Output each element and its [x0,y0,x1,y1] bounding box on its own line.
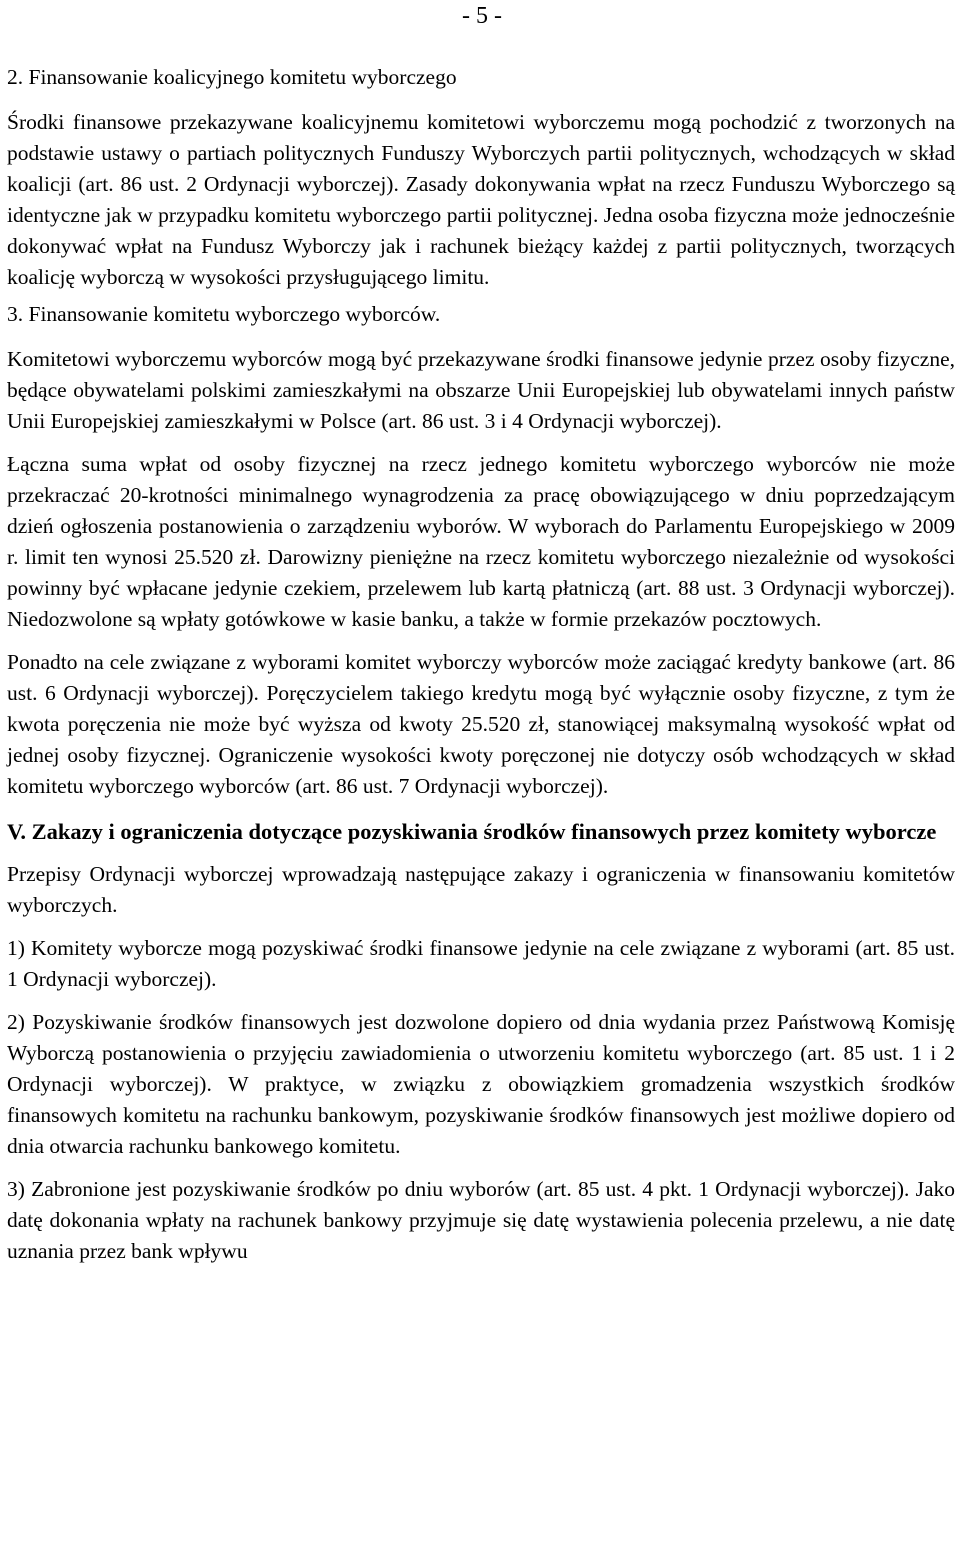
section-5-intro: Przepisy Ordynacji wyborczej wprowadzają następujące zakazy i ograniczenia w finansowaniu komitetów wyborczych. [7,862,955,917]
section-3-paragraph-credits: Ponadto na cele związane z wyborami komitet wyborczy wyborców może zaciągać kredyty bankowe (art. 86 ust. 6 Ordynacji wyborczej). Poręczycielem takiego kredytu mogą być wyłącznie osoby fizyczne, z tym że kwota poręczenia nie może być wyższa od kwoty 25.520 zł, stanowiącej maksymalną wysokość wpłat od jednej osoby fizycznej. Ograniczenie wysokości kwoty poręczonej nie dotyczy osób wchodzących w skład komitetu wyborczego wyborców (art. 86 ust. 7 Ordynacji wyborczej). [7,650,955,798]
document-body [7,62,955,1267]
section-2-paragraph: Środki finansowe przekazywane koalicyjnemu komitetowi wyborczemu mogą pochodzić z tworzonych na podstawie ustawy o partiach politycznych Funduszy Wyborczych partii politycznych, wchodzących w skład koalicji (art. 86 ust. 2 Ordynacji wyborczej). Zasady dokonywania wpłat na rzecz Funduszu Wyborczego są identyczne jak w przypadku komitetu wyborczego partii politycznej. Jedna osoba fizyczna może jednocześnie dokonywać wpłat na Fundusz Wyborczy jak i rachunek bieżący każdej z partii politycznych, tworzących koalicję wyborczą w wysokości przysługującego limitu. [7,110,955,289]
section-3-paragraph-limits: Łączna suma wpłat od osoby fizycznej na rzecz jednego komitetu wyborczego wyborców nie może przekraczać 20-krotności minimalnego wynagrodzenia za pracę obowiązującego w dniu poprzedzającym dzień ogłoszenia postanowienia o zarządzeniu wyborów. W wyborach do Parlamentu Europejskiego w 2009 r. limit ten wynosi 25.520 zł. Darowizny pieniężne na rzecz komitetu wyborczego niezależnie od wysokości powinny być wpłacane jedynie czekiem, przelewem lub kartą płatniczą (art. 88 ust. 3 Ordynacji wyborczej). Niedozwolone są wpłaty gotówkowe w kasie banku, a także w formie przekazów pocztowych. [7,452,955,631]
list-item-1: 1) Komitety wyborcze mogą pozyskiwać środki finansowe jedynie na cele związane z wyborami (art. 85 ust. 1 Ordynacji wyborczej). [7,936,955,991]
section-2-heading: 2. Finansowanie koalicyjnego komitetu wyborczego [7,65,457,89]
list-item-3: 3) Zabronione jest pozyskiwanie środków po dniu wyborów (art. 85 ust. 4 pkt. 1 Ordynacji wyborczej). Jako datę dokonania wpłaty na rachunek bankowy przyjmuje się datę wystawienia polecenia przelewu, a nie datę uznania przez bank wpływu [7,1177,955,1263]
list-item-2: 2) Pozyskiwanie środków finansowych jest dozwolone dopiero od dnia wydania przez Państwową Komisję Wyborczą postanowienia o przyjęciu zawiadomienia o utworzeniu komitetu wyborczego (art. 85 ust. 1 i 2 Ordynacji wyborczej). W praktyce, w związku z obowiązkiem gromadzenia wszystkich środków finansowych komitetu na rachunku bankowym, pozyskiwanie środków finansowych jest możliwe dopiero od dnia otwarcia rachunku bankowego komitetu. [7,1010,955,1158]
section-5-heading: V. Zakazy i ograniczenia dotyczące pozyskiwania środków finansowych przez komitety wyborcze [7,819,937,844]
page-number: - 5 - [462,3,502,29]
section-3-heading: 3. Finansowanie komitetu wyborczego wyborców. [7,302,441,326]
section-3-paragraph-eligibility: Komitetowi wyborczemu wyborców mogą być przekazywane środki finansowe jedynie przez osoby fizyczne, będące obywatelami polskimi zamieszkałymi na obszarze Unii Europejskiej lub obywatelami innych państw Unii Europejskiej zamieszkałymi w Polsce (art. 86 ust. 3 i 4 Ordynacji wyborczej). [7,347,955,433]
